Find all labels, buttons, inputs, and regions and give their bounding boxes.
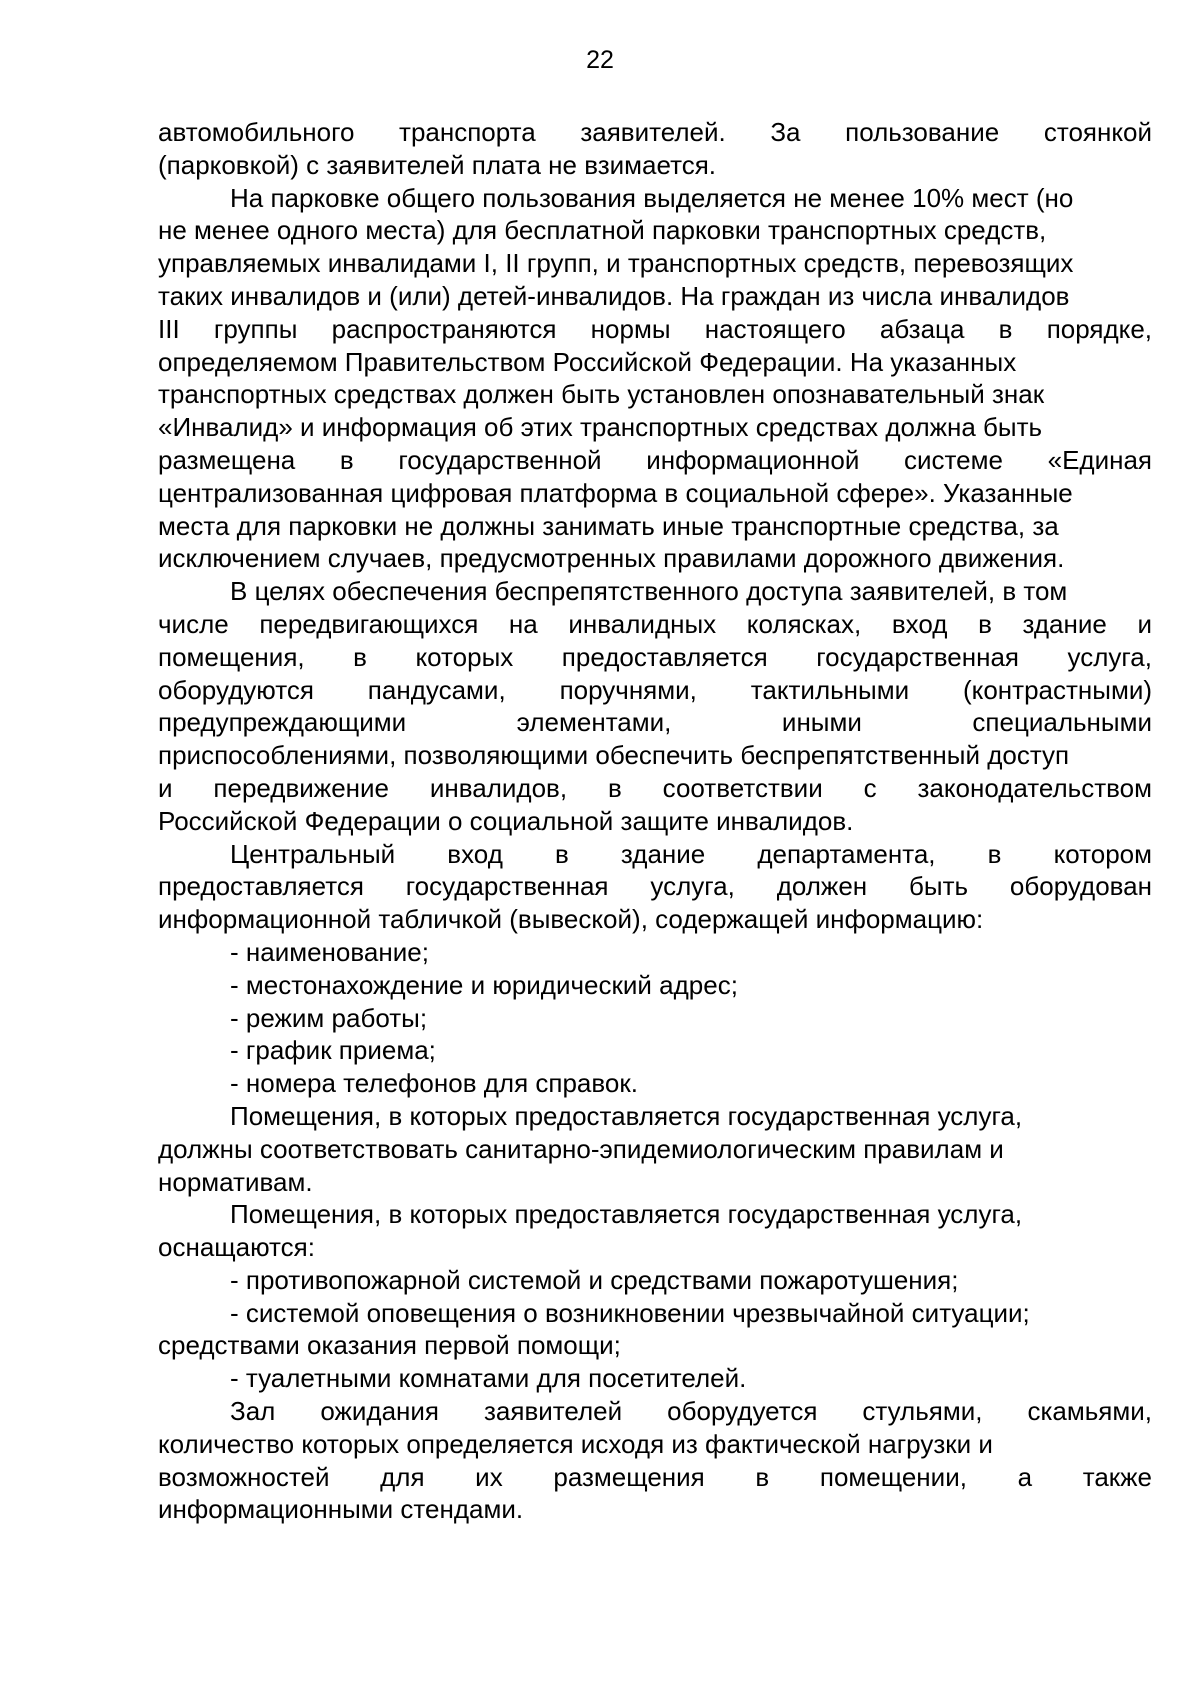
list-item: - наименование; <box>230 936 429 967</box>
text-line: помещения, в которых предоставляется государственная услуга, <box>158 641 1152 672</box>
list-item: - режим работы; <box>230 1002 428 1033</box>
text-line: Помещения, в которых предоставляется государственная услуга, <box>230 1199 1023 1230</box>
text-line: количество которых определяется исходя из фактической нагрузки и <box>158 1428 993 1459</box>
text-line: возможностей для их размещения в помещении, а также <box>158 1461 1152 1492</box>
text-line: информационными стендами. <box>158 1494 524 1525</box>
text-line: оснащаются: <box>158 1232 315 1263</box>
list-item: - график приема; <box>230 1035 436 1066</box>
text-line: нормативам. <box>158 1166 313 1197</box>
text-line: В целях обеспечения беспрепятственного доступа заявителей, в том <box>230 576 1068 607</box>
text-line: приспособлениями, позволяющими обеспечить беспрепятственный доступ <box>158 740 1070 771</box>
page-number: 22 <box>586 46 614 74</box>
text-line: Центральный вход в здание департамента, в котором <box>230 838 1152 869</box>
text-line: транспортных средствах должен быть установлен опознавательный знак <box>158 379 1045 410</box>
text-line: предупреждающими элементами, иными специальными <box>158 707 1152 738</box>
list-item: - туалетными комнатами для посетителей. <box>230 1363 747 1394</box>
text-line: числе передвигающихся на инвалидных колясках, вход в здание и <box>158 608 1152 639</box>
text-line: должны соответствовать санитарно-эпидемиологическим правилам и <box>158 1133 1004 1164</box>
text-line: определяемом Правительством Российской Федерации. На указанных <box>158 346 1017 377</box>
text-line: «Инвалид» и информация об этих транспортных средствах должна быть <box>158 412 1043 443</box>
text-line: и передвижение инвалидов, в соответствии с законодательством <box>158 772 1152 803</box>
text-line: размещена в государственной информационной системе «Единая <box>158 444 1152 475</box>
list-item: - номера телефонов для справок. <box>230 1068 638 1099</box>
text-line: таких инвалидов и (или) детей-инвалидов. На граждан из числа инвалидов <box>158 280 1070 311</box>
list-item: - местонахождение и юридический адрес; <box>230 969 738 1000</box>
list-item: - системой оповещения о возникновении чрезвычайной ситуации; <box>230 1297 1030 1328</box>
text-line: предоставляется государственная услуга, должен быть оборудован <box>158 871 1152 902</box>
text-line: На парковке общего пользования выделяется не менее 10% мест (но <box>230 182 1074 213</box>
text-line: Помещения, в которых предоставляется государственная услуга, <box>230 1100 1023 1131</box>
text-line: информационной табличкой (вывеской), содержащей информацию: <box>158 904 984 935</box>
text-line: средствами оказания первой помощи; <box>158 1330 621 1361</box>
list-item: - противопожарной системой и средствами пожаротушения; <box>230 1264 959 1295</box>
document-body <box>158 116 1152 1526</box>
text-line: (парковкой) с заявителей плата не взимается. <box>158 149 717 180</box>
text-line: централизованная цифровая платформа в социальной сфере». Указанные <box>158 477 1073 508</box>
text-line: III группы распространяются нормы настоящего абзаца в порядке, <box>158 313 1152 344</box>
text-line: оборудуются пандусами, поручнями, тактильными (контрастными) <box>158 674 1152 705</box>
text-line: не менее одного места) для бесплатной парковки транспортных средств, <box>158 215 1047 246</box>
text-line: автомобильного транспорта заявителей. За пользование стоянкой <box>158 117 1152 147</box>
text-line: места для парковки не должны занимать иные транспортные средства, за <box>158 510 1059 541</box>
text-line: Российской Федерации о социальной защите инвалидов. <box>158 805 854 836</box>
text-line: Зал ожидания заявителей оборудуется стульями, скамьями, <box>230 1396 1152 1427</box>
text-line: исключением случаев, предусмотренных правилами дорожного движения. <box>158 543 1065 574</box>
text-line: управляемых инвалидами I, II групп, и транспортных средств, перевозящих <box>158 248 1074 279</box>
